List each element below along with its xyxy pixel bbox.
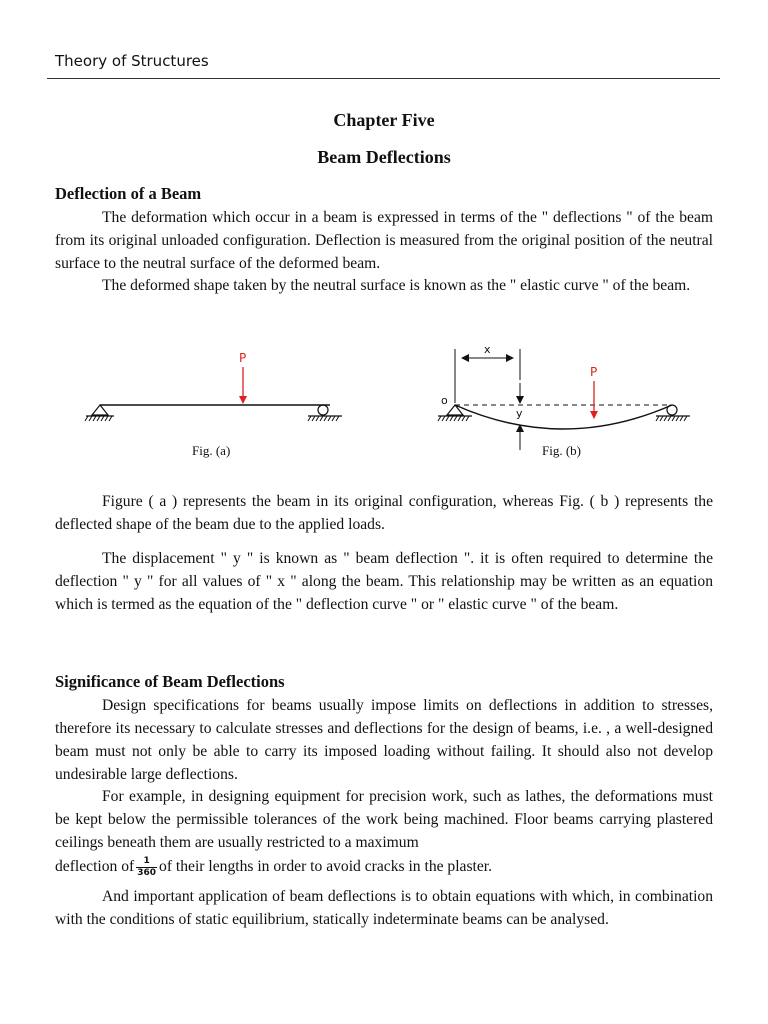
fig-b-load-label: P xyxy=(590,365,598,379)
chapter-subtitle: Beam Deflections xyxy=(317,147,451,167)
beam-figure-svg xyxy=(0,335,768,465)
fig-b-roller-support xyxy=(656,405,690,421)
fig-a-diagram xyxy=(85,351,342,421)
beam-figure xyxy=(0,335,768,465)
paragraph-design-specifications: Design specifications for beams usually impose limits on deflections in addition to stresses, therefore its necessary to calculate stresses and deflections for the design of beams, i.e. , a well-designed beam must not only be able to carry its imposed loading without failing. It should also not develop undesirable large deflections. xyxy=(55,697,713,783)
fig-b-diagram xyxy=(438,343,690,450)
fig-b-elastic-curve xyxy=(455,405,672,429)
deflection-limit-text-after: of their lengths in order to avoid cracks in the plaster. xyxy=(159,858,493,875)
fig-a-load-label: P xyxy=(239,351,247,365)
chapter-title: Chapter Five xyxy=(333,110,435,130)
deflection-limit-text-before: deflection of xyxy=(55,858,135,875)
fig-b-pin-support xyxy=(438,405,472,421)
fraction-one-over-360 xyxy=(136,856,157,879)
section-heading-significance: Significance of Beam Deflections xyxy=(55,672,285,691)
running-header: Theory of Structures xyxy=(55,52,209,70)
paragraph-deflection-limit xyxy=(55,855,713,879)
paragraph-figure-description: Figure ( a ) represents the beam in its original configuration, whereas Fig. ( b ) represents the deflected shape of the beam due to the applied loads. xyxy=(55,493,713,533)
paragraph-statically-indeterminate: And important application of beam deflections is to obtain equations with which, in combination with the conditions of static equilibrium, statically indeterminate beams can be analysed. xyxy=(55,888,713,928)
paragraph-elastic-curve: The deformed shape taken by the neutral surface is known as the " elastic curve " of the beam. xyxy=(102,277,691,294)
section-heading-deflection: Deflection of a Beam xyxy=(55,184,202,203)
header-rule xyxy=(47,78,720,79)
fig-b-caption: Fig. (b) xyxy=(542,443,581,458)
paragraph-beam-deflection: The displacement " y " is known as " beam deflection ". it is often required to determine the deflection " y " for all values of " x " along the beam. This relationship may be written as an equation which is termed as the equation of the " deflection curve " or " elastic curve " of the beam. xyxy=(55,550,713,613)
fig-b-origin-label: o xyxy=(441,394,448,407)
fig-b-x-label: x xyxy=(484,343,491,356)
paragraph-example-lathes: For example, in designing equipment for precision work, such as lathes, the deformations must be kept below the permissible tolerances of the work being machined. Floor beams carrying plastered ceilings beneath them are usually restricted to a maximum xyxy=(55,788,713,851)
fig-b-y-label: y xyxy=(516,407,523,420)
fig-a-pin-support xyxy=(85,405,114,421)
fig-a-caption: Fig. (a) xyxy=(192,443,231,458)
fraction-numerator: 1 xyxy=(136,856,157,868)
fraction-denominator: 360 xyxy=(137,867,157,878)
paragraph-deflection-intro: The deformation which occur in a beam is expressed in terms of the " deflections " of the beam from its original unloaded configuration. Deflection is measured from the original position of the neutral surface to the neutral surface of the deformed beam. xyxy=(55,209,713,272)
fig-a-roller-support xyxy=(308,405,342,421)
